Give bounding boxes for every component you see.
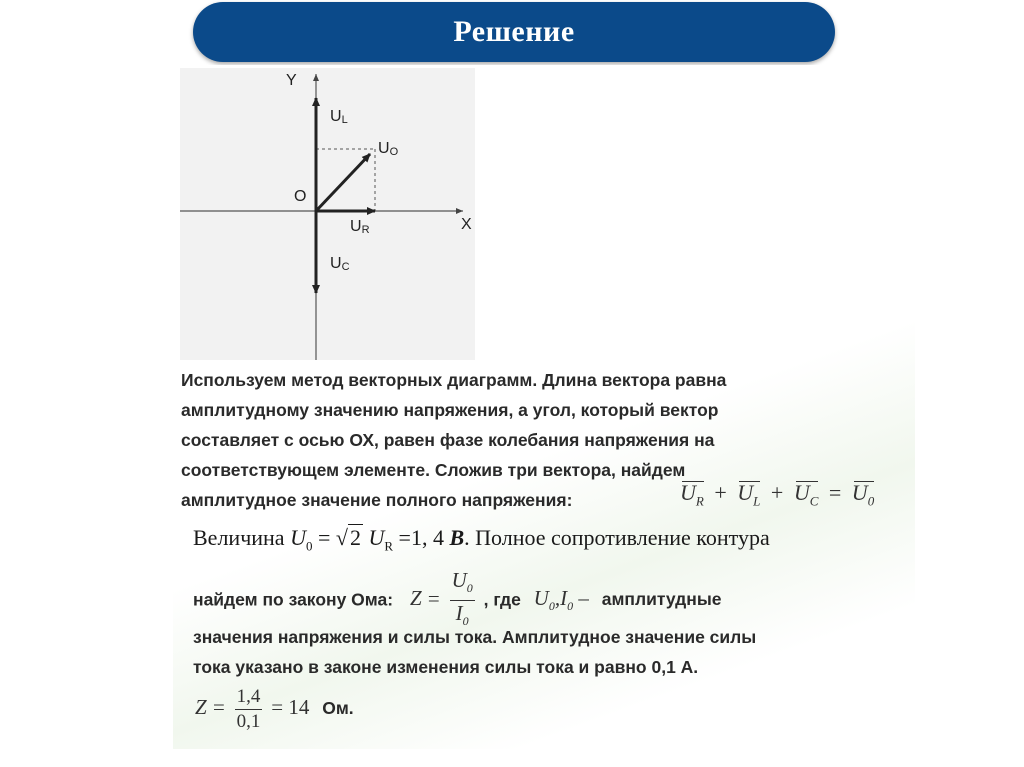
y-axis-label: Y xyxy=(286,72,297,89)
u0-subscript: 0 xyxy=(305,538,313,554)
sqrt-symbol: √ xyxy=(335,525,348,550)
u0-symbol: U xyxy=(290,525,306,550)
voltage-unit: В xyxy=(449,525,465,550)
result-fraction xyxy=(235,685,263,734)
fraction-numerator: 1,4 xyxy=(235,685,263,710)
vector-ur-term: $U_R$ xyxy=(680,480,704,509)
label-uc: $U_C$ xyxy=(330,255,350,273)
plus-sign: + xyxy=(770,480,784,505)
radicand: 2 xyxy=(349,525,361,550)
plus-sign: + xyxy=(714,480,727,505)
origin-label: O xyxy=(294,188,307,205)
label-ul: $U_L$ xyxy=(330,108,348,126)
fraction-numerator: $U_0$ xyxy=(450,568,475,601)
z-symbol: Z xyxy=(409,586,422,611)
magnitude-suffix: . Полное сопротивление контура xyxy=(464,525,770,550)
magnitude-line xyxy=(193,525,770,554)
paragraph-line: амплитудное значение полного напряжения: xyxy=(181,490,573,510)
paragraph-line: составляет с осью ОХ, равен фазе колебания напряжения на xyxy=(181,430,715,450)
vector-u0-term: $U_0$ xyxy=(851,480,875,509)
result-unit: Ом. xyxy=(322,698,354,719)
label-uo: $U_O$ xyxy=(378,140,399,158)
fraction-denominator: $I_0$ xyxy=(455,601,469,629)
equals-sign: = xyxy=(211,695,226,720)
vector-ul-term: $U_L$ xyxy=(737,480,761,509)
voltage-value: 1, 4 xyxy=(410,525,450,550)
explanation-paragraph-2 xyxy=(193,622,893,682)
slide-title: Решение xyxy=(453,15,575,48)
equals-sign: = xyxy=(312,525,336,550)
impedance-result xyxy=(195,685,354,734)
vector-sum-equation xyxy=(680,480,874,509)
paragraph-line: соответствующем элементе. Сложив три вектора, найдем xyxy=(181,460,686,480)
where-text: , где xyxy=(483,589,521,610)
u0-i0-symbols: $U_0,I_0$ – xyxy=(533,586,589,614)
ur-subscript: R xyxy=(384,538,394,554)
result-value: = 14 xyxy=(271,695,310,720)
equals-sign: = xyxy=(828,480,842,505)
fraction-denominator: 0,1 xyxy=(236,711,261,732)
ur-symbol: U xyxy=(368,525,385,550)
label-ur: $U_R$ xyxy=(350,218,370,236)
paragraph-line: тока указано в законе изменения силы тока и равно 0,1 А. xyxy=(193,657,699,677)
vector-uo xyxy=(316,154,370,211)
vector-diagram-svg xyxy=(180,68,475,360)
vector-diagram xyxy=(180,68,475,360)
paragraph-line: Используем метод векторных диаграмм. Длина вектора равна xyxy=(181,370,727,390)
z-symbol: Z xyxy=(195,695,207,720)
vector-uc-term: $U_C$ xyxy=(793,480,819,509)
paragraph-line: амплитудному значению напряжения, а угол, который вектор xyxy=(181,400,719,420)
ohm-prefix: найдем по закону Ома: xyxy=(193,589,394,610)
sqrt-expression xyxy=(336,525,363,551)
paragraph-line: значения напряжения и силы тока. Амплитудное значение силы xyxy=(193,627,757,647)
x-axis-label: X xyxy=(461,216,472,233)
ohm-suffix: амплитудные xyxy=(601,589,722,610)
equals-sign: = xyxy=(426,586,441,611)
title-banner xyxy=(193,2,835,62)
magnitude-prefix: Величина xyxy=(193,525,291,550)
equals-sign: = xyxy=(393,525,411,550)
